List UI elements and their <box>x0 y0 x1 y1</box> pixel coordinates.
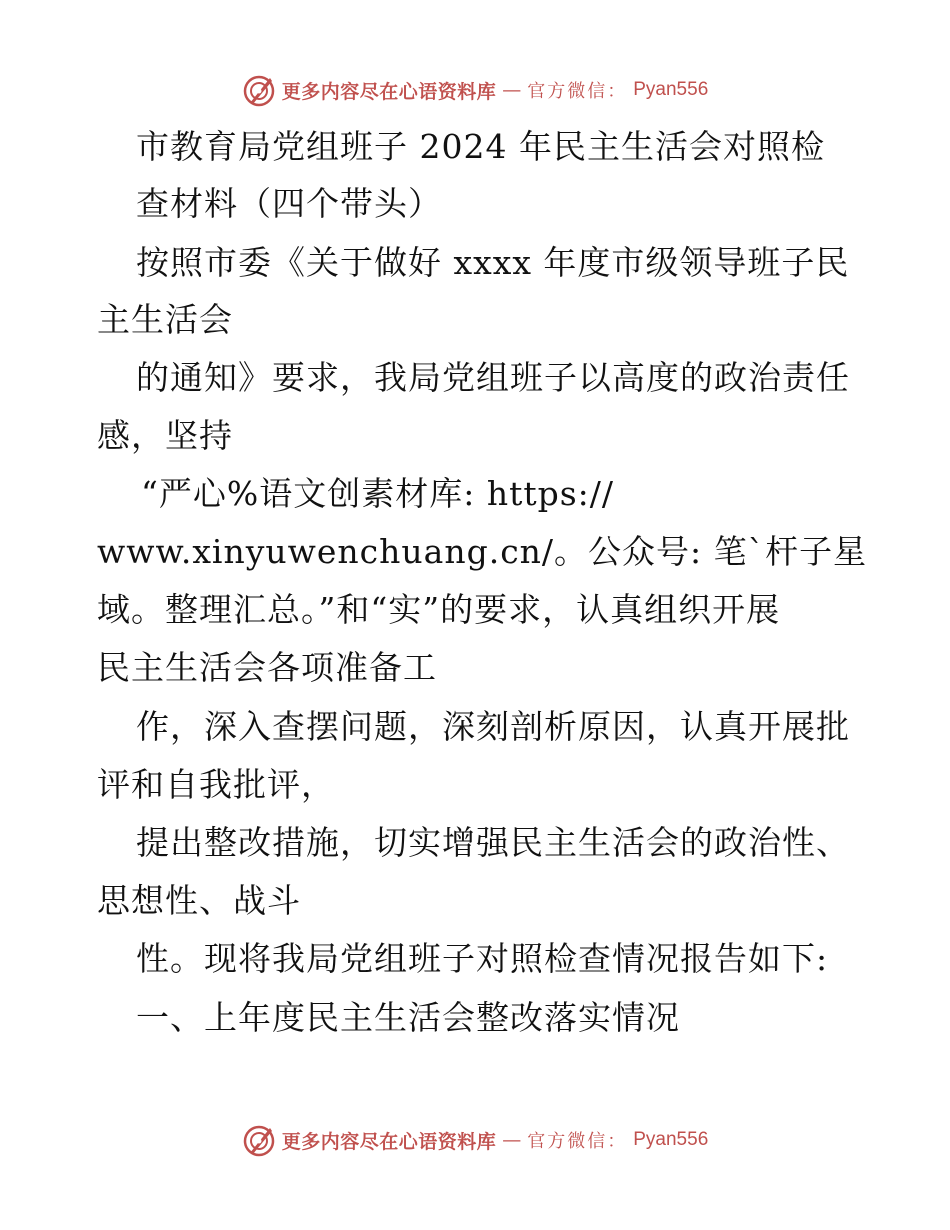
footer-watermark <box>0 1120 950 1160</box>
paragraph-line: “严心%语文创素材库: https:// <box>141 474 615 513</box>
quill-logo-icon <box>242 1123 276 1157</box>
watermark-dash: — <box>502 79 522 101</box>
paragraph-line: 按照市委《关于做好 xxxx 年度市级领导班子民 <box>136 243 850 282</box>
paragraph-line: 作，深入查摆问题，深刻剖析原因，认真开展批 <box>136 707 850 746</box>
paragraph-line: 思想性、战斗 <box>97 881 301 920</box>
paragraph-line: 域。整理汇总。”和“实”的要求，认真组织开展 <box>97 590 781 629</box>
paragraph-line: 民主生活会各项准备工 <box>97 648 437 687</box>
watermark-wechat-id: Pyan556 <box>633 79 709 100</box>
watermark-text: 更多内容尽在心语资料库 <box>281 1130 497 1153</box>
header-watermark <box>0 70 950 110</box>
watermark-wechat-id: Pyan556 <box>633 1129 709 1150</box>
watermark-text: 更多内容尽在心语资料库 <box>281 80 497 103</box>
quill-logo-icon <box>242 73 276 107</box>
paragraph-line: 主生活会 <box>97 300 233 339</box>
watermark-wechat-label: 官方微信： <box>527 1131 628 1152</box>
paragraph-line: 评和自我批评， <box>97 765 335 804</box>
paragraph-line: 性。现将我局党组班子对照检查情况报告如下: <box>136 939 829 978</box>
watermark-dash: — <box>502 1129 522 1151</box>
watermark-wechat-label: 官方微信： <box>527 81 628 102</box>
paragraph-line: 感，坚持 <box>97 416 233 455</box>
section-heading: 一、上年度民主生活会整改落实情况 <box>136 998 680 1037</box>
paragraph-line: 的通知》要求，我局党组班子以高度的政治责任 <box>136 358 850 397</box>
paragraph-line: www.xinyuwenchuang.cn/。公众号: 笔`杆子星 <box>97 532 868 571</box>
paragraph-line: 提出整改措施，切实增强民主生活会的政治性、 <box>136 823 850 862</box>
document-title-line-2: 查材料（四个带头） <box>136 184 442 223</box>
document-title-line-1: 市教育局党组班子 2024 年民主生活会对照检 <box>136 127 825 166</box>
